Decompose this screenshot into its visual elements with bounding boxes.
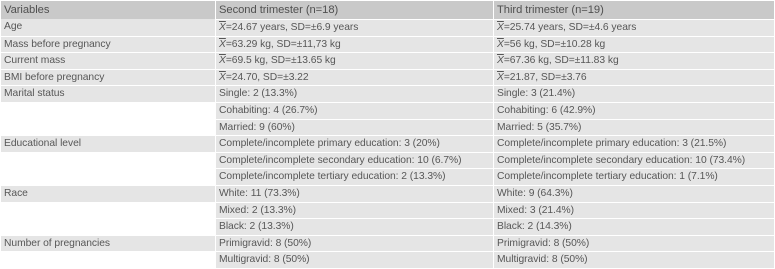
third-trimester-cell-text: Complete/incomplete primary education: 3 (21.5%)	[497, 138, 727, 150]
second-trimester-cell-text: Complete/incomplete tertiary education: 2 (13.3%)	[219, 171, 446, 183]
mean-symbol: $\overline{X}$	[497, 55, 504, 67]
second-trimester-cell	[215, 119, 493, 136]
table-body	[1, 19, 774, 268]
variable-cell: Race	[1, 185, 215, 202]
variable-cell: Age	[1, 19, 215, 36]
second-trimester-cell-text: Married: 9 (60%)	[219, 121, 295, 133]
third-trimester-cell-text: =67.36 kg, SD=±11.83 kg	[503, 55, 619, 67]
second-trimester-cell	[215, 218, 493, 235]
second-trimester-cell-text: Complete/incomplete secondary education: 10 (6.7%)	[219, 154, 462, 166]
second-trimester-cell	[215, 152, 493, 169]
variable-cell	[1, 202, 215, 219]
variable-cell	[1, 218, 215, 235]
mean-symbol: $\overline{X}$	[219, 22, 226, 33]
variable-cell	[1, 168, 215, 185]
third-trimester-cell-text: Complete/incomplete tertiary education: 1 (7.1%)	[497, 171, 718, 183]
second-trimester-cell	[215, 168, 493, 185]
table-row	[1, 102, 774, 119]
third-trimester-cell	[493, 235, 774, 252]
table-row	[1, 52, 774, 69]
second-trimester-cell-text: =24.67 years, SD=±6.9 years	[225, 22, 359, 33]
second-trimester-cell	[215, 185, 493, 202]
second-trimester-cell-text: Primigravid: 8 (50%)	[219, 237, 312, 249]
variable-cell: Number of pregnancies	[1, 235, 215, 252]
variable-cell	[1, 119, 215, 136]
second-trimester-cell-text: Multigravid: 8 (50%)	[219, 254, 310, 266]
third-trimester-cell-text: =21.87, SD=±3.76	[503, 71, 587, 83]
third-trimester-cell-text: Married: 5 (35.7%)	[497, 121, 582, 133]
third-trimester-cell	[493, 135, 774, 152]
mean-symbol: $\overline{X}$	[219, 71, 226, 83]
variable-cell: BMI before pregnancy	[1, 69, 215, 86]
third-trimester-cell-text: Complete/incomplete secondary education: 10 (73.4%)	[497, 154, 746, 166]
table-row	[1, 235, 774, 252]
table-row	[1, 202, 774, 219]
table-row	[1, 135, 774, 152]
third-trimester-cell	[493, 69, 774, 86]
third-trimester-cell	[493, 185, 774, 202]
third-trimester-cell	[493, 52, 774, 69]
table-row	[1, 69, 774, 86]
second-trimester-cell	[215, 85, 493, 102]
variable-cell: Educational level	[1, 135, 215, 152]
header-second-trimester: Second trimester (n=18)	[215, 1, 493, 19]
second-trimester-cell	[215, 251, 493, 268]
data-table	[1, 1, 774, 268]
third-trimester-cell	[493, 19, 774, 36]
table-row	[1, 119, 774, 136]
second-trimester-cell-text: Mixed: 2 (13.3%)	[219, 204, 297, 216]
mean-symbol: $\overline{X}$	[219, 38, 226, 50]
header-third-trimester: Third trimester (n=19)	[493, 1, 774, 19]
third-trimester-cell-text: Black: 2 (14.3%)	[497, 221, 572, 233]
header-variables: Variables	[1, 1, 215, 19]
third-trimester-cell-text: =25.74 years, SD=±4.6 years	[503, 22, 637, 33]
variable-cell: Mass before pregnancy	[1, 36, 215, 53]
variable-cell	[1, 152, 215, 169]
mean-symbol: $\overline{X}$	[219, 55, 226, 67]
third-trimester-cell	[493, 119, 774, 136]
third-trimester-cell	[493, 218, 774, 235]
variable-cell	[1, 102, 215, 119]
second-trimester-cell	[215, 19, 493, 36]
third-trimester-cell-text: White: 9 (64.3%)	[497, 187, 573, 199]
second-trimester-cell-text: White: 11 (73.3%)	[219, 187, 300, 199]
table-row	[1, 85, 774, 102]
second-trimester-cell-text: =24.70, SD=±3.22	[225, 71, 309, 83]
variable-cell	[1, 251, 215, 268]
third-trimester-cell	[493, 202, 774, 219]
third-trimester-cell-text: Mixed: 3 (21.4%)	[497, 204, 575, 216]
second-trimester-cell	[215, 235, 493, 252]
third-trimester-cell	[493, 85, 774, 102]
mean-symbol: $\overline{X}$	[497, 38, 504, 50]
table-row	[1, 19, 774, 36]
second-trimester-cell-text: Single: 2 (13.3%)	[219, 88, 298, 100]
second-trimester-cell-text: Complete/incomplete primary education: 3 (20%)	[219, 138, 440, 150]
third-trimester-cell	[493, 152, 774, 169]
second-trimester-cell	[215, 69, 493, 86]
variable-cell: Current mass	[1, 52, 215, 69]
third-trimester-cell-text: Primigravid: 8 (50%)	[497, 237, 590, 249]
second-trimester-cell	[215, 36, 493, 53]
variable-cell: Marital status	[1, 85, 215, 102]
third-trimester-cell	[493, 36, 774, 53]
second-trimester-cell-text: =63.29 kg, SD=±11,73 kg	[225, 38, 341, 50]
table-row	[1, 152, 774, 169]
table-row	[1, 36, 774, 53]
mean-symbol: $\overline{X}$	[497, 71, 504, 83]
third-trimester-cell	[493, 251, 774, 268]
mean-symbol: $\overline{X}$	[497, 22, 504, 33]
table-row	[1, 185, 774, 202]
second-trimester-cell	[215, 202, 493, 219]
second-trimester-cell	[215, 135, 493, 152]
second-trimester-cell-text: Cohabiting: 4 (26.7%)	[219, 104, 318, 116]
second-trimester-cell	[215, 52, 493, 69]
third-trimester-cell-text: Cohabiting: 6 (42.9%)	[497, 104, 596, 116]
table-header	[1, 1, 774, 19]
third-trimester-cell	[493, 168, 774, 185]
third-trimester-cell-text: =56 kg, SD=±10.28 kg	[503, 38, 606, 50]
second-trimester-cell-text: =69.5 kg, SD=±13.65 kg	[225, 55, 336, 67]
table-row	[1, 251, 774, 268]
table-row	[1, 218, 774, 235]
table-row	[1, 168, 774, 185]
second-trimester-cell	[215, 102, 493, 119]
third-trimester-cell	[493, 102, 774, 119]
third-trimester-cell-text: Multigravid: 8 (50%)	[497, 254, 588, 266]
second-trimester-cell-text: Black: 2 (13.3%)	[219, 221, 294, 233]
third-trimester-cell-text: Single: 3 (21.4%)	[497, 88, 576, 100]
